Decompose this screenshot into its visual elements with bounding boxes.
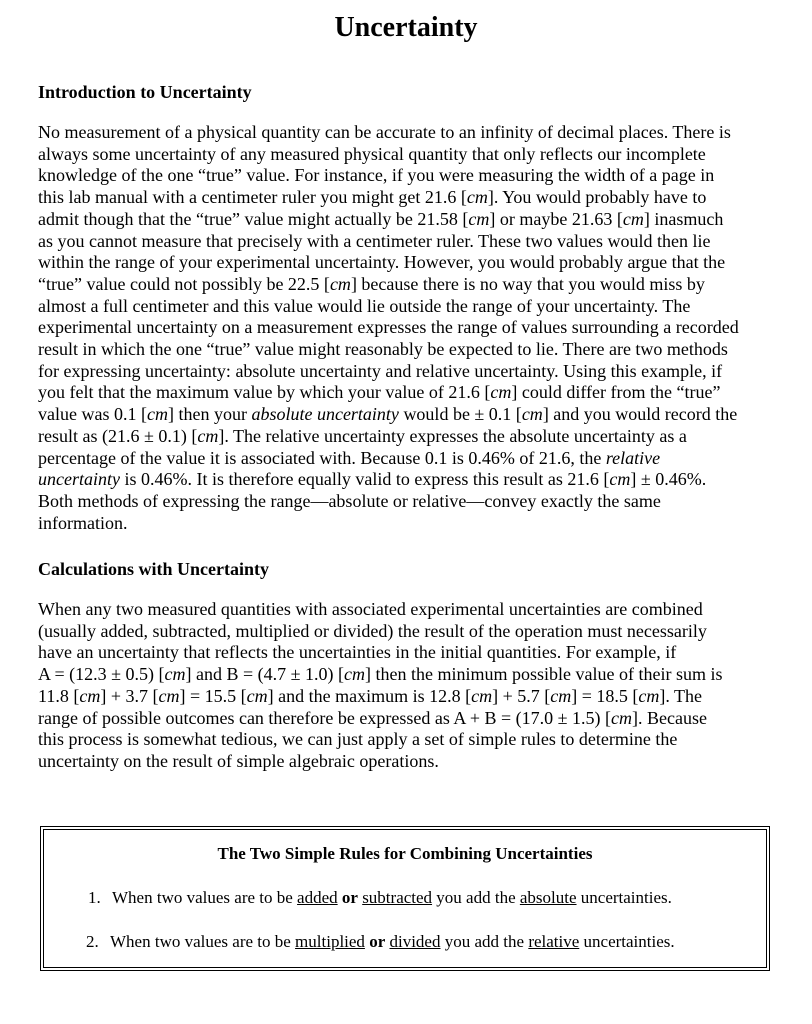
paragraph-line: you felt that the maximum value by which your value of 21.6 [cm] could differ from the “true” [38,382,721,403]
paragraph-line: for expressing uncertainty: absolute uncertainty and relative uncertainty. Using this example, if [38,360,723,381]
rule-text: When two values are to be [112,888,298,907]
rule-keyword-relative: relative [528,932,580,951]
rule-text: you add the [440,932,529,951]
rules-box-title: The Two Simple Rules for Combining Uncertainties [217,844,593,863]
paragraph-line: uncertainty on the result of simple algebraic operations. [38,750,439,771]
calculations-paragraph [38,599,778,773]
page-title: Uncertainty [334,12,478,43]
section-heading-calculations: Calculations with Uncertainty [38,559,269,579]
paragraph-line: 11.8 [cm] + 3.7 [cm] = 15.5 [cm] and the maximum is 12.8 [cm] + 5.7 [cm] = 18.5 [cm]. The [38,685,703,706]
paragraph-line: almost a full centimeter and this value would lie outside the range of your uncertainty. The [38,295,691,316]
paragraph-line: within the range of your experimental uncertainty. However, you would probably argue that the [38,252,726,273]
paragraph-line: Both methods of expressing the range—absolute or relative—convey exactly the same [38,490,661,511]
introduction-paragraph [38,122,778,534]
rules-box [40,826,770,971]
paragraph-line: A = (12.3 ± 0.5) [cm] and B = (4.7 ± 1.0) [cm] then the minimum possible value of their sum is [38,664,723,685]
section-heading-introduction: Introduction to Uncertainty [38,82,252,102]
paragraph-line: always some uncertainty of any measured physical quantity that only reflects our incomplete [38,143,706,164]
paragraph-line: as you cannot measure that precisely with a centimeter ruler. These two values would then lie [38,230,711,251]
paragraph-line: “true” value could not possibly be 22.5 [cm] because there is no way that you would miss by [38,273,705,294]
rule-keyword-subtracted: subtracted [362,888,433,907]
rule-text: When two values are to be [110,932,296,951]
paragraph-line: uncertainty is 0.46%. It is therefore equally valid to express this result as 21.6 [cm] ± 0.46%. [38,469,707,490]
rule-keyword-multiplied: multiplied [295,932,365,951]
rule-item-1 [88,888,672,908]
rule-keyword-or: or [369,932,386,951]
paragraph-line: When any two measured quantities with associated experimental uncertainties are combined [38,599,703,619]
paragraph-line: have an uncertainty that reflects the uncertainties in the initial quantities. For example, if [38,642,677,663]
paragraph-line: result as (21.6 ± 0.1) [cm]. The relative uncertainty expresses the absolute uncertainty as a [38,425,687,446]
paragraph-line: this lab manual with a centimeter ruler you might get 21.6 [cm]. You would probably have to [38,187,707,208]
rule-item-2 [86,932,675,952]
rule-keyword-divided: divided [389,932,441,951]
paragraph-line: value was 0.1 [cm] then your absolute uncertainty would be ± 0.1 [cm] and you would record the [38,404,738,425]
paragraph-line: (usually added, subtracted, multiplied or divided) the result of the operation must necessarily [38,620,707,641]
rule-keyword-or: or [341,888,358,907]
paragraph-line: result in which the one “true” value might reasonably be expected to lie. There are two methods [38,339,728,360]
paragraph-line: range of possible outcomes can therefore be expressed as A + B = (17.0 ± 1.5) [cm]. Because [38,707,707,728]
paragraph-line: admit though that the “true” value might actually be 21.58 [cm] or maybe 21.63 [cm] inasmuch [38,208,724,229]
rule-text: you add the [432,888,520,907]
paragraph-line: experimental uncertainty on a measurement expresses the range of values surrounding a recorded [38,317,739,338]
paragraph-line: No measurement of a physical quantity can be accurate to an infinity of decimal places. There is [38,122,731,142]
paragraph-line: information. [38,512,128,533]
rule-number: 2. [86,932,99,951]
rule-keyword-added: added [297,888,338,907]
paragraph-line: knowledge of the one “true” value. For instance, if you were measuring the width of a page in [38,165,715,186]
rule-text: uncertainties. [576,888,672,907]
paragraph-line: this process is somewhat tedious, we can just apply a set of simple rules to determine the [38,729,678,750]
paragraph-line: percentage of the value it is associated with. Because 0.1 is 0.46% of 21.6, the relative [38,447,661,468]
rule-text: uncertainties. [579,932,675,951]
rule-number: 1. [88,888,101,907]
rule-keyword-absolute: absolute [519,888,577,907]
